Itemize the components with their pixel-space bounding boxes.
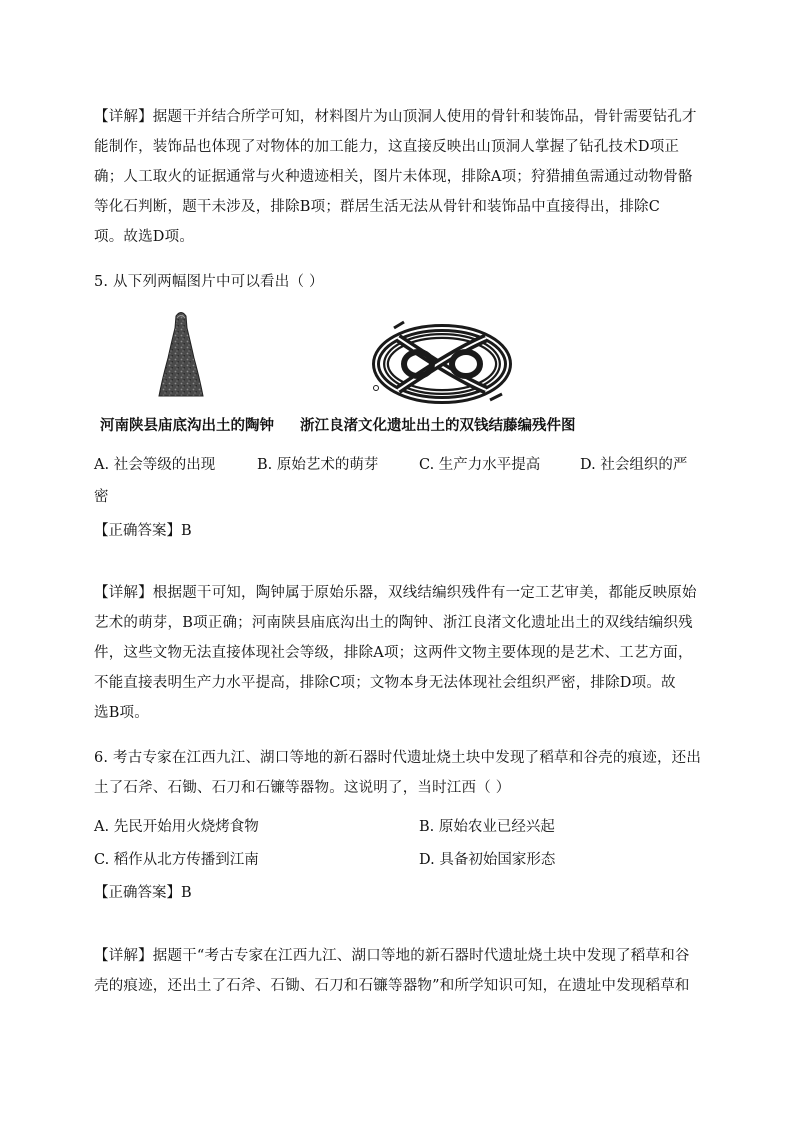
q4-detail-line-1: 【详解】据题干并结合所学可知，材料图片为山顶洞人使用的骨针和装饰品，骨针需要钻孔才 <box>94 109 697 125</box>
q6-detail <box>94 941 712 1001</box>
q4-detail-line-2: 能制作，装饰品也体现了对物体的加工能力，这直接反映出山顶洞人掌握了钻孔技术D项正 <box>94 139 680 155</box>
q6-question <box>94 743 712 803</box>
q5-question-text: 5. 从下列两幅图片中可以看出（ ） <box>94 274 324 290</box>
q5-detail-line-3: 件，这些文物无法直接体现社会等级，排除A项；这两件文物主要体现的是艺术、工艺方面， <box>94 645 693 661</box>
caption-knot: 浙江良渚文化遗址出土的双钱结藤编残件图 <box>300 417 576 434</box>
q6-option-a: A. 先民开始用火烧烤食物 <box>94 819 259 835</box>
q5-detail-line-1: 【详解】根据题干可知，陶钟属于原始乐器，双线结编织残件有一定工艺审美，都能反映原始 <box>94 585 697 601</box>
q5-option-c: C. 生产力水平提高 <box>419 457 541 473</box>
q4-detail-line-4: 等化石判断，题干未涉及，排除B项；群居生活无法从骨针和装饰品中直接得出，排除C <box>94 199 661 215</box>
q6-option-c: C. 稻作从北方传播到江南 <box>94 852 259 868</box>
q5-option-d-continued: 密 <box>94 489 109 505</box>
q6-option-b: B. 原始农业已经兴起 <box>419 819 555 835</box>
caption-pottery-bell: 河南陕县庙底沟出土的陶钟 <box>100 417 274 434</box>
q5-option-d: D. 社会组织的严 <box>580 457 688 473</box>
q4-detail <box>94 102 712 252</box>
q6-question-line-1: 6. 考古专家在江西九江、湖口等地的新石器时代遗址烧土块中发现了稻草和谷壳的痕迹，还出 <box>94 750 702 766</box>
q5-option-b: B. 原始艺术的萌芽 <box>257 457 379 473</box>
q5-answer: 【正确答案】B <box>94 523 192 539</box>
q4-detail-line-3: 确；人工取火的证据通常与火种遗迹相关，图片未体现，排除A项；狩猎捕鱼需通过动物骨骼 <box>94 169 693 185</box>
q4-detail-line-5: 项。故选D项。 <box>94 229 195 245</box>
pottery-bell-image <box>156 310 206 400</box>
q6-detail-line-2: 壳的痕迹，还出土了石斧、石锄、石刀和石镰等器物”和所学知识可知，在遗址中发现稻草和 <box>94 978 690 994</box>
q5-detail-line-5: 选B项。 <box>94 705 149 721</box>
q6-option-d: D. 具备初始国家形态 <box>419 852 556 868</box>
q6-detail-line-1: 【详解】据题干“考古专家在江西九江、湖口等地的新石器时代遗址烧土块中发现了稻草和谷 <box>94 948 690 964</box>
q6-question-line-2: 土了石斧、石锄、石刀和石镰等器物。这说明了，当时江西（ ） <box>94 780 511 796</box>
q6-answer: 【正确答案】B <box>94 885 192 901</box>
q5-detail-line-2: 艺术的萌芽，B项正确；河南陕县庙底沟出土的陶钟、浙江良渚文化遗址出土的双线结编织残 <box>94 615 693 631</box>
q5-detail-line-4: 不能直接表明生产力水平提高，排除C项；文物本身无法体现社会组织严密，排除D项。故 <box>94 675 676 691</box>
q5-question <box>94 267 712 297</box>
q5-detail <box>94 578 712 728</box>
double-coin-knot-image <box>368 318 516 406</box>
q5-option-a: A. 社会等级的出现 <box>94 457 216 473</box>
